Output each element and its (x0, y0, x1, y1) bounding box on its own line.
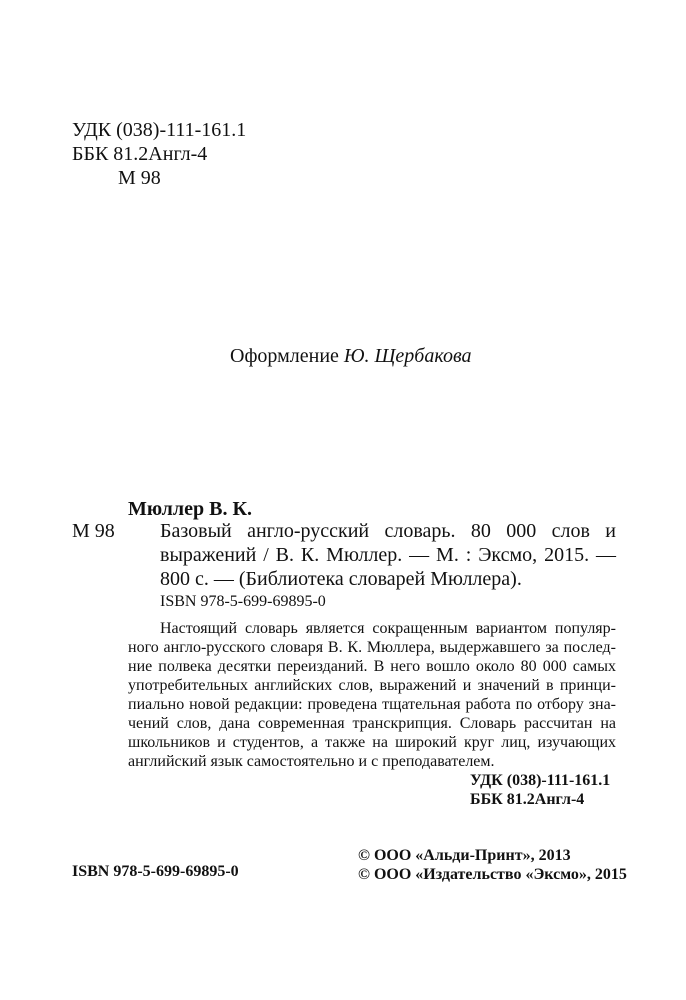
bibliography-isbn: ISBN 978-5-699-69895-0 (160, 593, 326, 610)
annotation-line: Настоящий словарь является сокращенным вариантом популяр- (160, 620, 616, 637)
classification-block (72, 118, 292, 190)
design-credit-label: Оформление (230, 345, 339, 367)
footer-udk-code: УДК (038)-111-161.1 (470, 772, 611, 789)
footer-bbk-code: ББК 81.2Англ-4 (470, 791, 585, 808)
footer-classification (470, 771, 610, 809)
udk-code: УДК (038)-111-161.1 (72, 119, 247, 141)
copyright-line: © ООО «Издательство «Эксмо», 2015 (358, 866, 627, 883)
bibliography-author: Мюллер В. К. (128, 498, 252, 520)
bibliography-line: выражений / В. К. Мюллер. — М. : Эксмо, 2015. — (160, 544, 616, 566)
copyright-line: © ООО «Альди-Принт», 2013 (358, 847, 571, 864)
annotation-line: ние полвека десятки переизданий. В него вошло около 80 000 самых (128, 658, 616, 675)
bibliography-description (160, 519, 616, 591)
design-credit (230, 344, 471, 368)
footer-isbn: ISBN 978-5-699-69895-0 (72, 863, 239, 880)
bibliography-line: 800 с. — (Библиотека словарей Мюллера). (160, 568, 522, 590)
annotation-line: школьников и студентов, а также на широкий круг лиц, изучающих (128, 734, 616, 751)
annotation-line: английский язык самостоятельно и с преподавателем. (128, 753, 495, 770)
author-mark: М 98 (118, 167, 161, 189)
annotation-line: употребительных английских слов, выражений и значений в принци- (128, 677, 616, 694)
annotation-line: пиально новой редакции: проведена тщательная работа по отбору зна- (128, 696, 616, 713)
design-credit-name: Ю. Щербакова (343, 345, 472, 367)
copyright-block (358, 846, 627, 884)
annotation-line: чений слов, дана современная транскрипция. Словарь рассчитан на (128, 715, 616, 732)
annotation-line: ного англо-русского словаря В. К. Мюллера, выдержавшего за послед- (128, 639, 616, 656)
bibliography-author-mark: М 98 (72, 520, 115, 542)
bbk-code: ББК 81.2Англ-4 (72, 143, 208, 165)
annotation (128, 619, 616, 771)
bibliography-line: Базовый англо-русский словарь. 80 000 слов и (160, 520, 616, 542)
